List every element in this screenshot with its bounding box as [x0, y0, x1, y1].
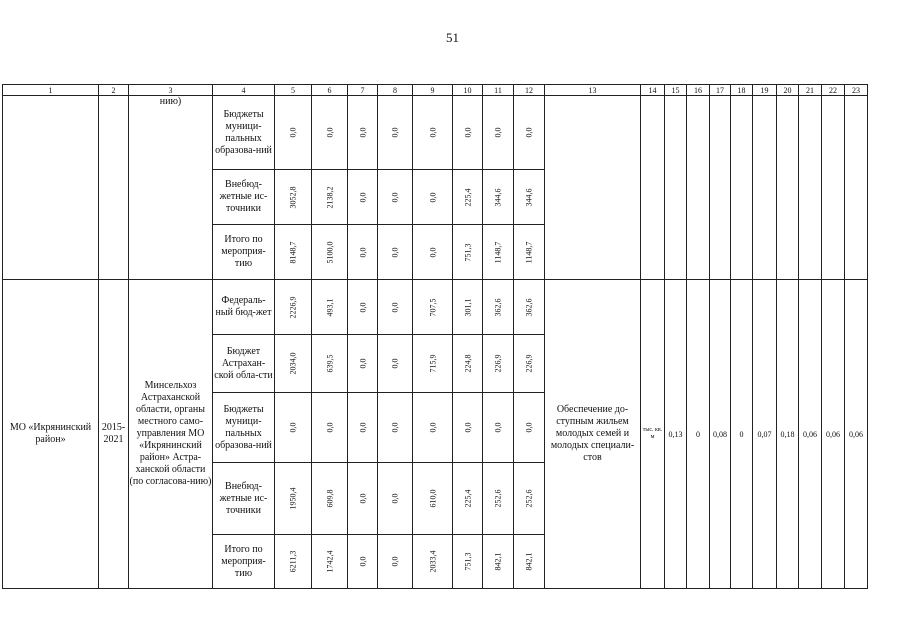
- municipality-cell: МО «Икрянинский район»: [3, 280, 99, 589]
- colnum: 18: [731, 85, 753, 96]
- value-cell: 362,6: [483, 280, 514, 335]
- value-cell: 6211,3: [275, 535, 312, 589]
- value-cell: 0,0: [348, 280, 378, 335]
- funding-source: Внебюд-жетные ис-точники: [213, 463, 275, 535]
- value-cell: 0,0: [483, 393, 514, 463]
- colnum: 8: [378, 85, 413, 96]
- value-cell: 1950,4: [275, 463, 312, 535]
- value-cell: 0,0: [348, 393, 378, 463]
- funding-source: Федераль-ный бюд-жет: [213, 280, 275, 335]
- value-cell: 344,6: [514, 170, 545, 225]
- value-cell: 1148,7: [514, 225, 545, 280]
- value-cell: 0,0: [378, 463, 413, 535]
- colnum: 12: [514, 85, 545, 96]
- page-number: 51: [446, 30, 459, 45]
- colnum: 11: [483, 85, 514, 96]
- value-cell: 707,5: [413, 280, 453, 335]
- colnum: 1: [3, 85, 99, 96]
- colnum: 4: [213, 85, 275, 96]
- value-cell: 0,0: [275, 393, 312, 463]
- municipality-cell-empty: [3, 96, 99, 280]
- colnum: 22: [822, 85, 845, 96]
- indicator-value: 0,08: [710, 280, 731, 589]
- value-cell: 0,0: [514, 393, 545, 463]
- value-cell: 252,6: [483, 463, 514, 535]
- unit-cell: тыс. кв. м: [641, 280, 665, 589]
- indicator-cell: Обеспечение до-ступным жильем молодых семей и молодых специали-стов: [545, 280, 641, 589]
- value-cell: 344,6: [483, 170, 514, 225]
- value-cell: 751,3: [453, 535, 483, 589]
- value-cell: 0,0: [348, 535, 378, 589]
- value-cell: 2138,2: [312, 170, 348, 225]
- indicator-value: 0: [687, 280, 710, 589]
- value-cell: 225,4: [453, 170, 483, 225]
- colnum: 3: [129, 85, 213, 96]
- value-cell: 610,0: [413, 463, 453, 535]
- value-cell: 226,9: [514, 335, 545, 393]
- value-cell: 252,6: [514, 463, 545, 535]
- value-cell: 2033,4: [413, 535, 453, 589]
- budget-table: [2, 84, 868, 589]
- value-cell: 0,0: [453, 96, 483, 170]
- value-cell: 0,0: [413, 393, 453, 463]
- indicator-value: 0,13: [665, 280, 687, 589]
- value-cell: 3052,8: [275, 170, 312, 225]
- value-cell: 0,0: [312, 393, 348, 463]
- funding-source: Итого по мероприя-тию: [213, 535, 275, 589]
- value-cell: 224,8: [453, 335, 483, 393]
- value-cell: 0,0: [378, 535, 413, 589]
- value-cell: 493,1: [312, 280, 348, 335]
- colnum: 6: [312, 85, 348, 96]
- value-cell: 639,5: [312, 335, 348, 393]
- colnum: 19: [753, 85, 777, 96]
- funding-source: Бюджет Астрахан-ской обла-сти: [213, 335, 275, 393]
- value-cell: 301,1: [453, 280, 483, 335]
- value-cell: 0,0: [348, 335, 378, 393]
- executor-fragment: нию): [129, 96, 213, 280]
- value-cell: 1742,4: [312, 535, 348, 589]
- value-cell: 0,0: [348, 96, 378, 170]
- value-cell: 0,0: [378, 96, 413, 170]
- indicator-value: 0,06: [822, 280, 845, 589]
- value-cell: 751,3: [453, 225, 483, 280]
- colnum: 2: [99, 85, 129, 96]
- value-cell: 0,0: [348, 170, 378, 225]
- indicator-value: 0,18: [777, 280, 799, 589]
- value-cell: 0,0: [348, 225, 378, 280]
- indicator-value: 0,06: [799, 280, 822, 589]
- value-cell: 0,0: [348, 463, 378, 535]
- colnum: 5: [275, 85, 312, 96]
- value-cell: 0,0: [483, 96, 514, 170]
- value-cell: 0,0: [413, 96, 453, 170]
- colnum: 14: [641, 85, 665, 96]
- value-cell: 1148,7: [483, 225, 514, 280]
- colnum: 17: [710, 85, 731, 96]
- colnum: 21: [799, 85, 822, 96]
- colnum: 15: [665, 85, 687, 96]
- table-row: [3, 96, 868, 170]
- table-row: [3, 280, 868, 335]
- value-cell: 362,6: [514, 280, 545, 335]
- executor-cell: Минсельхоз Астраханской области, органы местного само-управления МО «Икрянинский район» Астра-ханской области (по согласова-нию): [129, 280, 213, 589]
- indicator-value: 0: [731, 280, 753, 589]
- value-cell: 0,0: [514, 96, 545, 170]
- colnum: 13: [545, 85, 641, 96]
- funding-source: Итого по мероприя-тию: [213, 225, 275, 280]
- value-cell: 842,1: [514, 535, 545, 589]
- column-number-row: [3, 85, 868, 96]
- value-cell: 0,0: [413, 170, 453, 225]
- value-cell: 2034,0: [275, 335, 312, 393]
- value-cell: 0,0: [312, 96, 348, 170]
- value-cell: 225,4: [453, 463, 483, 535]
- value-cell: 226,9: [483, 335, 514, 393]
- value-cell: 0,0: [453, 393, 483, 463]
- period-cell: 2015-2021: [99, 280, 129, 589]
- colnum: 7: [348, 85, 378, 96]
- indicator-value: 0,06: [845, 280, 868, 589]
- value-cell: 0,0: [378, 170, 413, 225]
- value-cell: 609,8: [312, 463, 348, 535]
- value-cell: 715,9: [413, 335, 453, 393]
- value-cell: 0,0: [275, 96, 312, 170]
- value-cell: 0,0: [378, 393, 413, 463]
- value-cell: 0,0: [413, 225, 453, 280]
- value-cell: 0,0: [378, 225, 413, 280]
- colnum: 16: [687, 85, 710, 96]
- value-cell: 2226,9: [275, 280, 312, 335]
- value-cell: 842,1: [483, 535, 514, 589]
- funding-source: Бюджеты муници-пальных образова-ний: [213, 96, 275, 170]
- colnum: 10: [453, 85, 483, 96]
- funding-source: Внебюд-жетные ис-точники: [213, 170, 275, 225]
- colnum: 9: [413, 85, 453, 96]
- indicator-value: 0,07: [753, 280, 777, 589]
- value-cell: 8148,7: [275, 225, 312, 280]
- indicator-cell-empty: [545, 96, 641, 280]
- period-cell-empty: [99, 96, 129, 280]
- colnum: 20: [777, 85, 799, 96]
- value-cell: 0,0: [378, 335, 413, 393]
- value-cell: 5100,0: [312, 225, 348, 280]
- colnum: 23: [845, 85, 868, 96]
- value-cell: 0,0: [378, 280, 413, 335]
- funding-source: Бюджеты муници-пальных образова-ний: [213, 393, 275, 463]
